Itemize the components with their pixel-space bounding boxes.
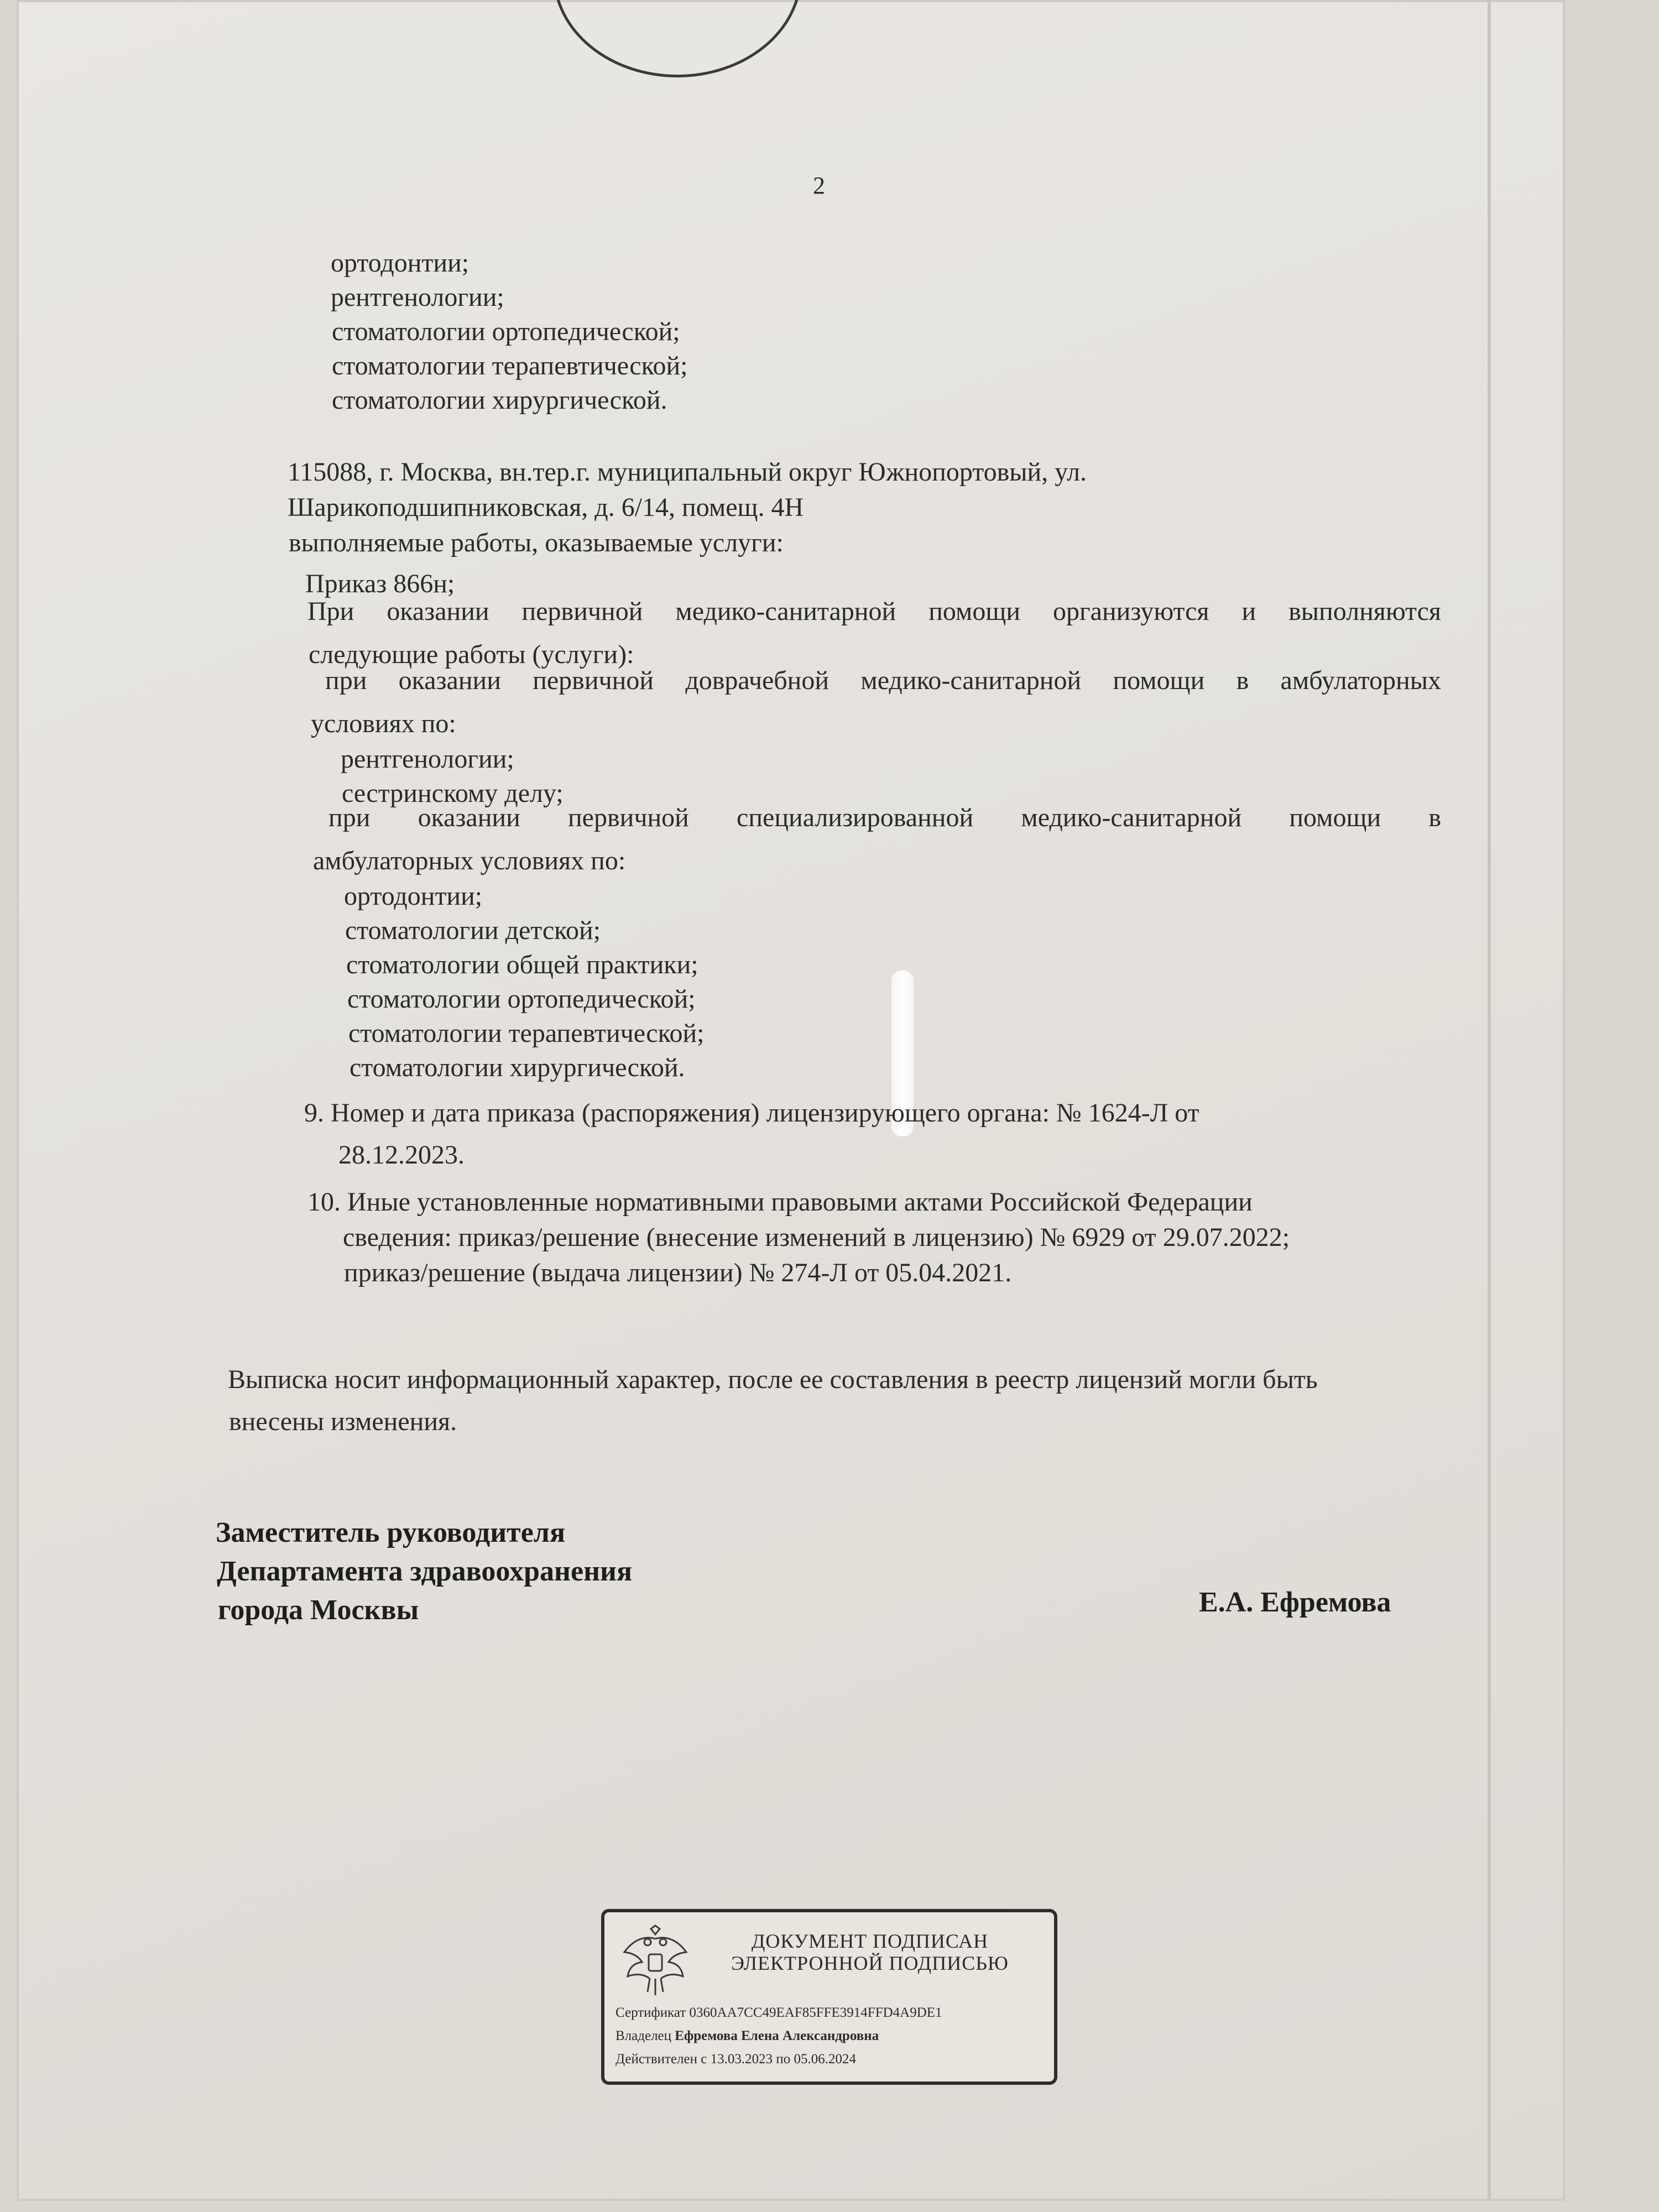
- list-item: сестринскому делу;: [342, 779, 564, 808]
- signer-title: Департамента здравоохранения: [217, 1556, 633, 1587]
- paragraph-line: условиях по:: [311, 709, 456, 738]
- item-10: сведения: приказ/решение (внесение изменений в лицензию) № 6929 от 29.07.2022;: [343, 1223, 1290, 1252]
- item-10: приказ/решение (выдача лицензии) № 274-Л от 05.04.2021.: [344, 1258, 1012, 1287]
- signer-name: Е.А. Ефремова: [1199, 1587, 1391, 1618]
- list-item: стоматологии ортопедической;: [347, 984, 696, 1014]
- disclaimer: Выписка носит информационный характер, после ее составления в реестр лицензий могли быть: [228, 1365, 1318, 1394]
- list-item: стоматологии хирургической.: [349, 1053, 685, 1082]
- paragraph-line: следующие работы (услуги):: [309, 640, 634, 669]
- item-9: 9. Номер и дата приказа (распоряжения) лицензирующего органа: № 1624-Л от: [304, 1098, 1199, 1128]
- stamp-owner-label: Владелец: [615, 2028, 672, 2043]
- list-item: ортодонтии;: [344, 881, 483, 911]
- address-line: 115088, г. Москва, вн.тер.г. муниципальный округ Южнопортовый, ул.: [288, 457, 1087, 487]
- paragraph-line: при оказании первичной доврачебной медико-санитарной помощи в амбулаторных: [325, 666, 1441, 695]
- item-9-date: 28.12.2023.: [338, 1140, 465, 1170]
- signer-title: Заместитель руководителя: [216, 1517, 566, 1548]
- e-signature-stamp: [601, 1909, 1057, 2085]
- list-item: ортодонтии;: [331, 248, 469, 278]
- stamp-heading-line: ДОКУМЕНТ ПОДПИСАН: [751, 1930, 989, 1952]
- list-item: стоматологии общей практики;: [346, 950, 698, 979]
- paragraph-line: амбулаторных условиях по:: [313, 846, 626, 875]
- paragraph-line: При оказании первичной медико-санитарной помощи организуются и выполняются: [307, 597, 1441, 626]
- list-item: стоматологии ортопедической;: [332, 317, 680, 346]
- sleeve-edge: [1488, 0, 1491, 2201]
- page-number: 2: [813, 172, 825, 199]
- list-item: рентгенологии;: [331, 283, 504, 312]
- stamp-owner-value: Ефремова Елена Александровна: [675, 2028, 879, 2043]
- list-item: стоматологии терапевтической;: [348, 1019, 705, 1048]
- stamp-cert-label: Сертификат: [615, 2005, 686, 2020]
- stamp-certificate: [615, 2005, 942, 2021]
- disclaimer: внесены изменения.: [229, 1407, 457, 1436]
- item-10: 10. Иные установленные нормативными правовыми актами Российской Федерации: [307, 1187, 1253, 1217]
- list-item: стоматологии терапевтической;: [332, 351, 688, 380]
- coat-of-arms-icon: [617, 1923, 694, 2001]
- list-item: рентгенологии;: [341, 744, 514, 774]
- signer-title: города Москвы: [218, 1594, 419, 1626]
- order-line: Приказ 866н;: [305, 569, 455, 598]
- works-heading: выполняемые работы, оказываемые услуги:: [289, 528, 784, 557]
- list-item: стоматологии детской;: [345, 916, 601, 945]
- stamp-cert-value: 0360AA7CC49EAF85FFE3914FFD4A9DE1: [689, 2005, 942, 2020]
- paragraph-line: при оказании первичной специализированной медико-санитарной помощи в: [328, 803, 1441, 832]
- stamp-heading-line: ЭЛЕКТРОННОЙ ПОДПИСЬЮ: [731, 1952, 1009, 1974]
- stamp-validity: Действителен с 13.03.2023 по 05.06.2024: [615, 2052, 856, 2067]
- stamp-heading: [715, 1930, 1025, 1974]
- address-line: Шарикоподшипниковская, д. 6/14, помещ. 4Н: [288, 493, 804, 522]
- stamp-owner: [615, 2028, 879, 2044]
- list-item: стоматологии хирургической.: [332, 385, 667, 415]
